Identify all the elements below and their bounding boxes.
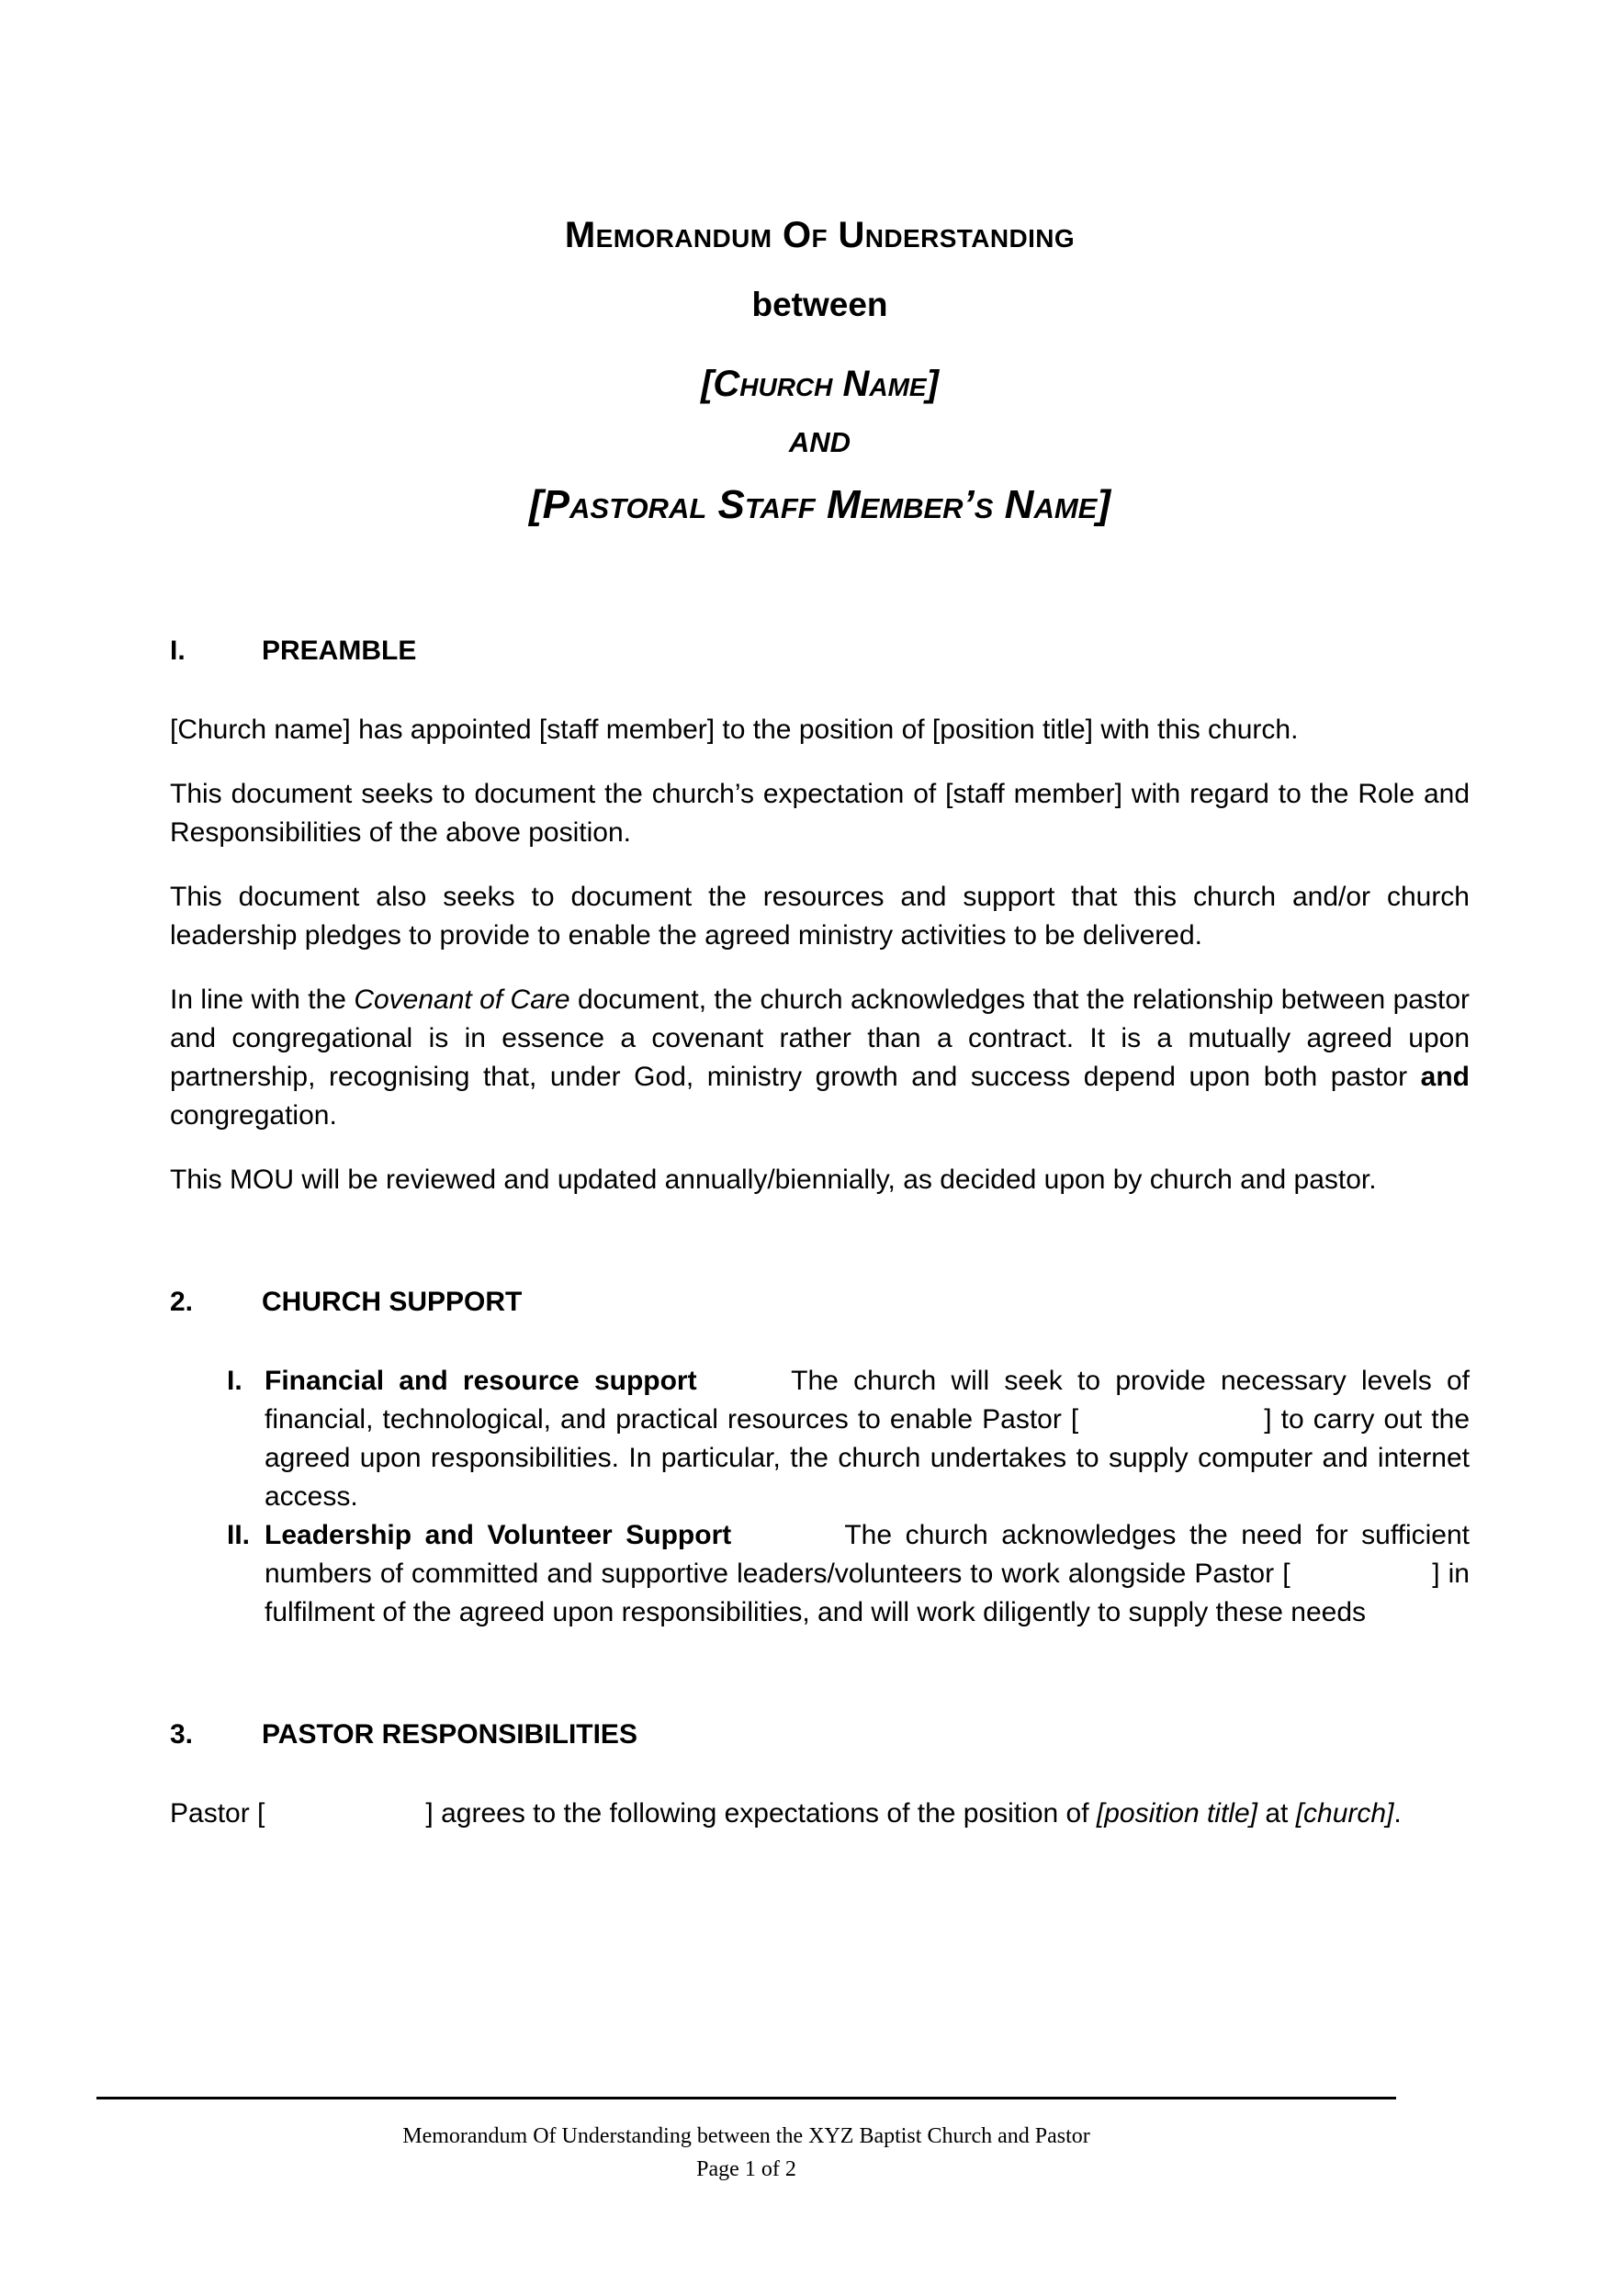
footer-document-title: Memorandum Of Understanding between the XYZ Baptist Church and Pastor: [402, 2124, 1090, 2148]
party-two-name: [Pastoral Staff Member’s Name]: [529, 481, 1110, 527]
title-block: [170, 213, 1470, 529]
footer-divider: [96, 2097, 1396, 2099]
list-item-marker-1: I.: [227, 1366, 242, 1396]
document-title: Memorandum Of Understanding: [564, 215, 1076, 255]
pastor-text-after: at: [1257, 1798, 1296, 1829]
preamble-paragraph-1: [Church name] has appointed [staff member] to the position of [position title] with this church.: [170, 715, 1299, 745]
section-number-pastor-responsibilities: 3.: [170, 1719, 194, 1750]
section-title-church-support: CHURCH SUPPORT: [262, 1287, 523, 1317]
list-item-label-1: Financial and resource support: [265, 1366, 697, 1396]
section-number-church-support: 2.: [170, 1287, 194, 1317]
covenant-text-before: In line with the: [170, 985, 355, 1015]
preamble-covenant-paragraph: [170, 981, 1470, 1135]
covenant-text-after: congregation.: [170, 1100, 337, 1131]
church-support-list: [170, 1362, 1470, 1632]
page-footer: [96, 2097, 1396, 2186]
list-item-marker-2: II.: [227, 1520, 251, 1550]
preamble-paragraph-3: This document also seeks to document the resources and support that this church and/or church leadership pledges to provide to enable the agreed ministry activities to be delivered.: [170, 882, 1470, 951]
list-item-tab-1: [697, 1366, 792, 1396]
covenant-of-care-title: Covenant of Care: [354, 985, 570, 1015]
list-item-label-2: Leadership and Volunteer Support: [265, 1520, 732, 1550]
list-item-text-after-2: ] in fulfilment of the agreed upon responsibilities, and will work diligently to supply these needs: [265, 1559, 1470, 1627]
section-number-preamble: I.: [170, 636, 186, 666]
pastor-responsibilities-paragraph: [170, 1795, 1470, 1833]
church-placeholder: [church]: [1295, 1798, 1394, 1829]
covenant-text-middle: document, the church acknowledges that the relationship between pastor and congregational is in essence a covenant rather than a contract. It is a mutually agreed upon partnership, recognising that, under God, ministry growth and success depend upon both pastor: [170, 985, 1470, 1092]
list-item: [170, 1516, 1470, 1632]
list-item: [170, 1362, 1470, 1516]
preamble-paragraph-5: This MOU will be reviewed and updated annually/biennially, as decided upon by church and pastor.: [170, 1165, 1377, 1195]
pastor-text-middle: ] agrees to the following expectations of the position of: [425, 1798, 1097, 1829]
footer-page-number: Page 1 of 2: [696, 2157, 796, 2181]
section-heading-church-support: [170, 1287, 1470, 1318]
section-heading-pastor-responsibilities: [170, 1719, 1470, 1750]
list-item-text-after-1: ] to carry out the agreed upon responsibilities. In particular, the church undertakes to supply computer and internet access.: [265, 1404, 1470, 1512]
pastor-name-blank-3: [265, 1798, 425, 1829]
and-label: AND: [788, 425, 851, 458]
pastor-label: Pastor [: [170, 1798, 265, 1829]
list-item-tab-2: [731, 1520, 844, 1550]
position-title-placeholder: [position title]: [1096, 1798, 1257, 1829]
between-label: between: [751, 285, 888, 323]
section-heading-preamble: [170, 636, 1470, 667]
spacer-before-church-support: [170, 1199, 1470, 1287]
spacer-before-pastor-responsibilities: [170, 1632, 1470, 1719]
covenant-emphasis-and: and: [1420, 1062, 1470, 1092]
preamble-paragraph-2: This document seeks to document the church’s expectation of [staff member] with regard to the Role and Responsibilities of the above position.: [170, 779, 1470, 848]
list-item-text-before-1: The church will seek to provide necessary levels of financial, technological, and practical resources to enable Pastor [: [265, 1366, 1471, 1435]
document-body: [170, 636, 1470, 1833]
list-item-text-before-2: The church acknowledges the need for sufficient numbers of committed and supportive leaders/volunteers to work alongside Pastor [: [265, 1520, 1470, 1589]
section-title-pastor-responsibilities: PASTOR RESPONSIBILITIES: [262, 1719, 637, 1750]
pastor-text-end: .: [1393, 1798, 1402, 1829]
party-one-name: [Church Name]: [701, 363, 939, 404]
pastor-name-blank-1: [1078, 1404, 1264, 1435]
section-title-preamble: PREAMBLE: [262, 636, 417, 666]
pastor-name-blank-2: [1291, 1559, 1433, 1589]
